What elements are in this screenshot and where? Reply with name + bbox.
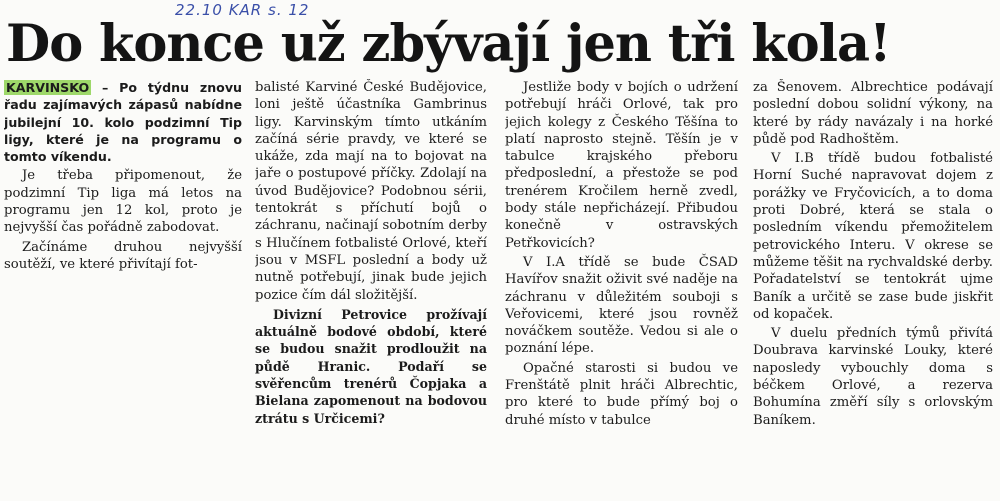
- paragraph: V I.A třídě se bude ČSAD Havířov snažit oživit své naděje na záchranu v důležitém souboji s Veřovicemi, které jsou rovněž nováčkem soutěže. Vedou si ale o poznání lépe.: [505, 254, 738, 357]
- article-column-3: [505, 79, 738, 499]
- lead-paragraph: [4, 79, 242, 165]
- article-column-4: [753, 79, 993, 499]
- paragraph: V duelu předních týmů přivítá Doubrava karvinské Louky, které naposledy vybouchly doma s béčkem Orlové, a rezerva Bohumína změří síly s orlovským Baníkem.: [753, 326, 993, 428]
- paragraph: Divizní Petrovice prožívají aktuálně bodové období, které se budou snažit prodloužit na půdě Hranic. Podaří se svěřencům trenérů Čopjaka a Bielana zapomenout na bodovou ztrátu s Určicemi?: [255, 306, 487, 426]
- paragraph: V I.B třídě budou fotbalisté Horní Suché napravovat dojem z porážky ve Fryčovicích, a to doma proti Dobré, která se stala o posledním víkendu přemožitelem petrovického Interu. V okrese se můžeme těšit na rychvaldské derby. Pořadatelství se tentokrát ujme Baník a určitě se zase bude jiskřit od kopaček.: [753, 151, 993, 322]
- headline: Do konce už zbývají jen tři kola!: [6, 14, 891, 74]
- paragraph: za Šenovem. Albrechtice podávají poslední dobou solidní výkony, na které by rády navázaly i na horké půdě pod Radhoštěm.: [753, 80, 993, 147]
- paragraph: Opačné starosti si budou ve Frenštátě plnit hráči Albrechtic, pro které to bude přímý boj o druhé místo v tabulce: [505, 360, 738, 428]
- paragraph: Je třeba připomenout, že podzimní Tip liga má letos na programu jen 12 kol, proto je nejvyšší čas pořádně zabodovat.: [4, 168, 242, 236]
- handwritten-note: 22.10 KAR s. 12: [175, 1, 310, 19]
- paragraph: Jestliže body v bojích o udržení potřebují hráči Orlové, tak pro jejich kolegy z Českého Těšína to platí naprosto stejně. Těšín je v tabulce krajského přeboru předposlední, a přestože se pod trenérem Kročilem herně zvedl, body stále nepřicházejí. Přibudou konečně v ostravských Petřkovicích?: [505, 80, 738, 251]
- article-column-2: [255, 79, 487, 499]
- paragraph: balisté Karviné České Budějovice, loni ještě účastníka Gambrinus ligy. Karvinským tímto utkáním začíná série pravdy, ve které se ukáže, zda mají na to bojovat na jaře o postupové příčky. Zdolají na úvod Budějovice? Podobnou sérii, tentokrát s příchutí bojů o záchranu, načinají sobotním derby s Hlučínem fotbalisté Orlové, kteří jsou v MSFL poslední a body už nutně potřebují, jinak bude jejich pozice čím dál složitější.: [255, 80, 487, 303]
- article-column-1: [4, 79, 242, 499]
- paragraph: Začínáme druhou nejvyšší soutěží, ve které přivítají fot-: [4, 239, 242, 272]
- region-keyword: KARVINSKO: [6, 80, 90, 95]
- lead-text: – Po týdnu znovu řadu zajímavých zápasů nabídne jubilejní 10. kolo podzimní Tip ligy, které je na programu o tomto víkendu.: [4, 80, 242, 165]
